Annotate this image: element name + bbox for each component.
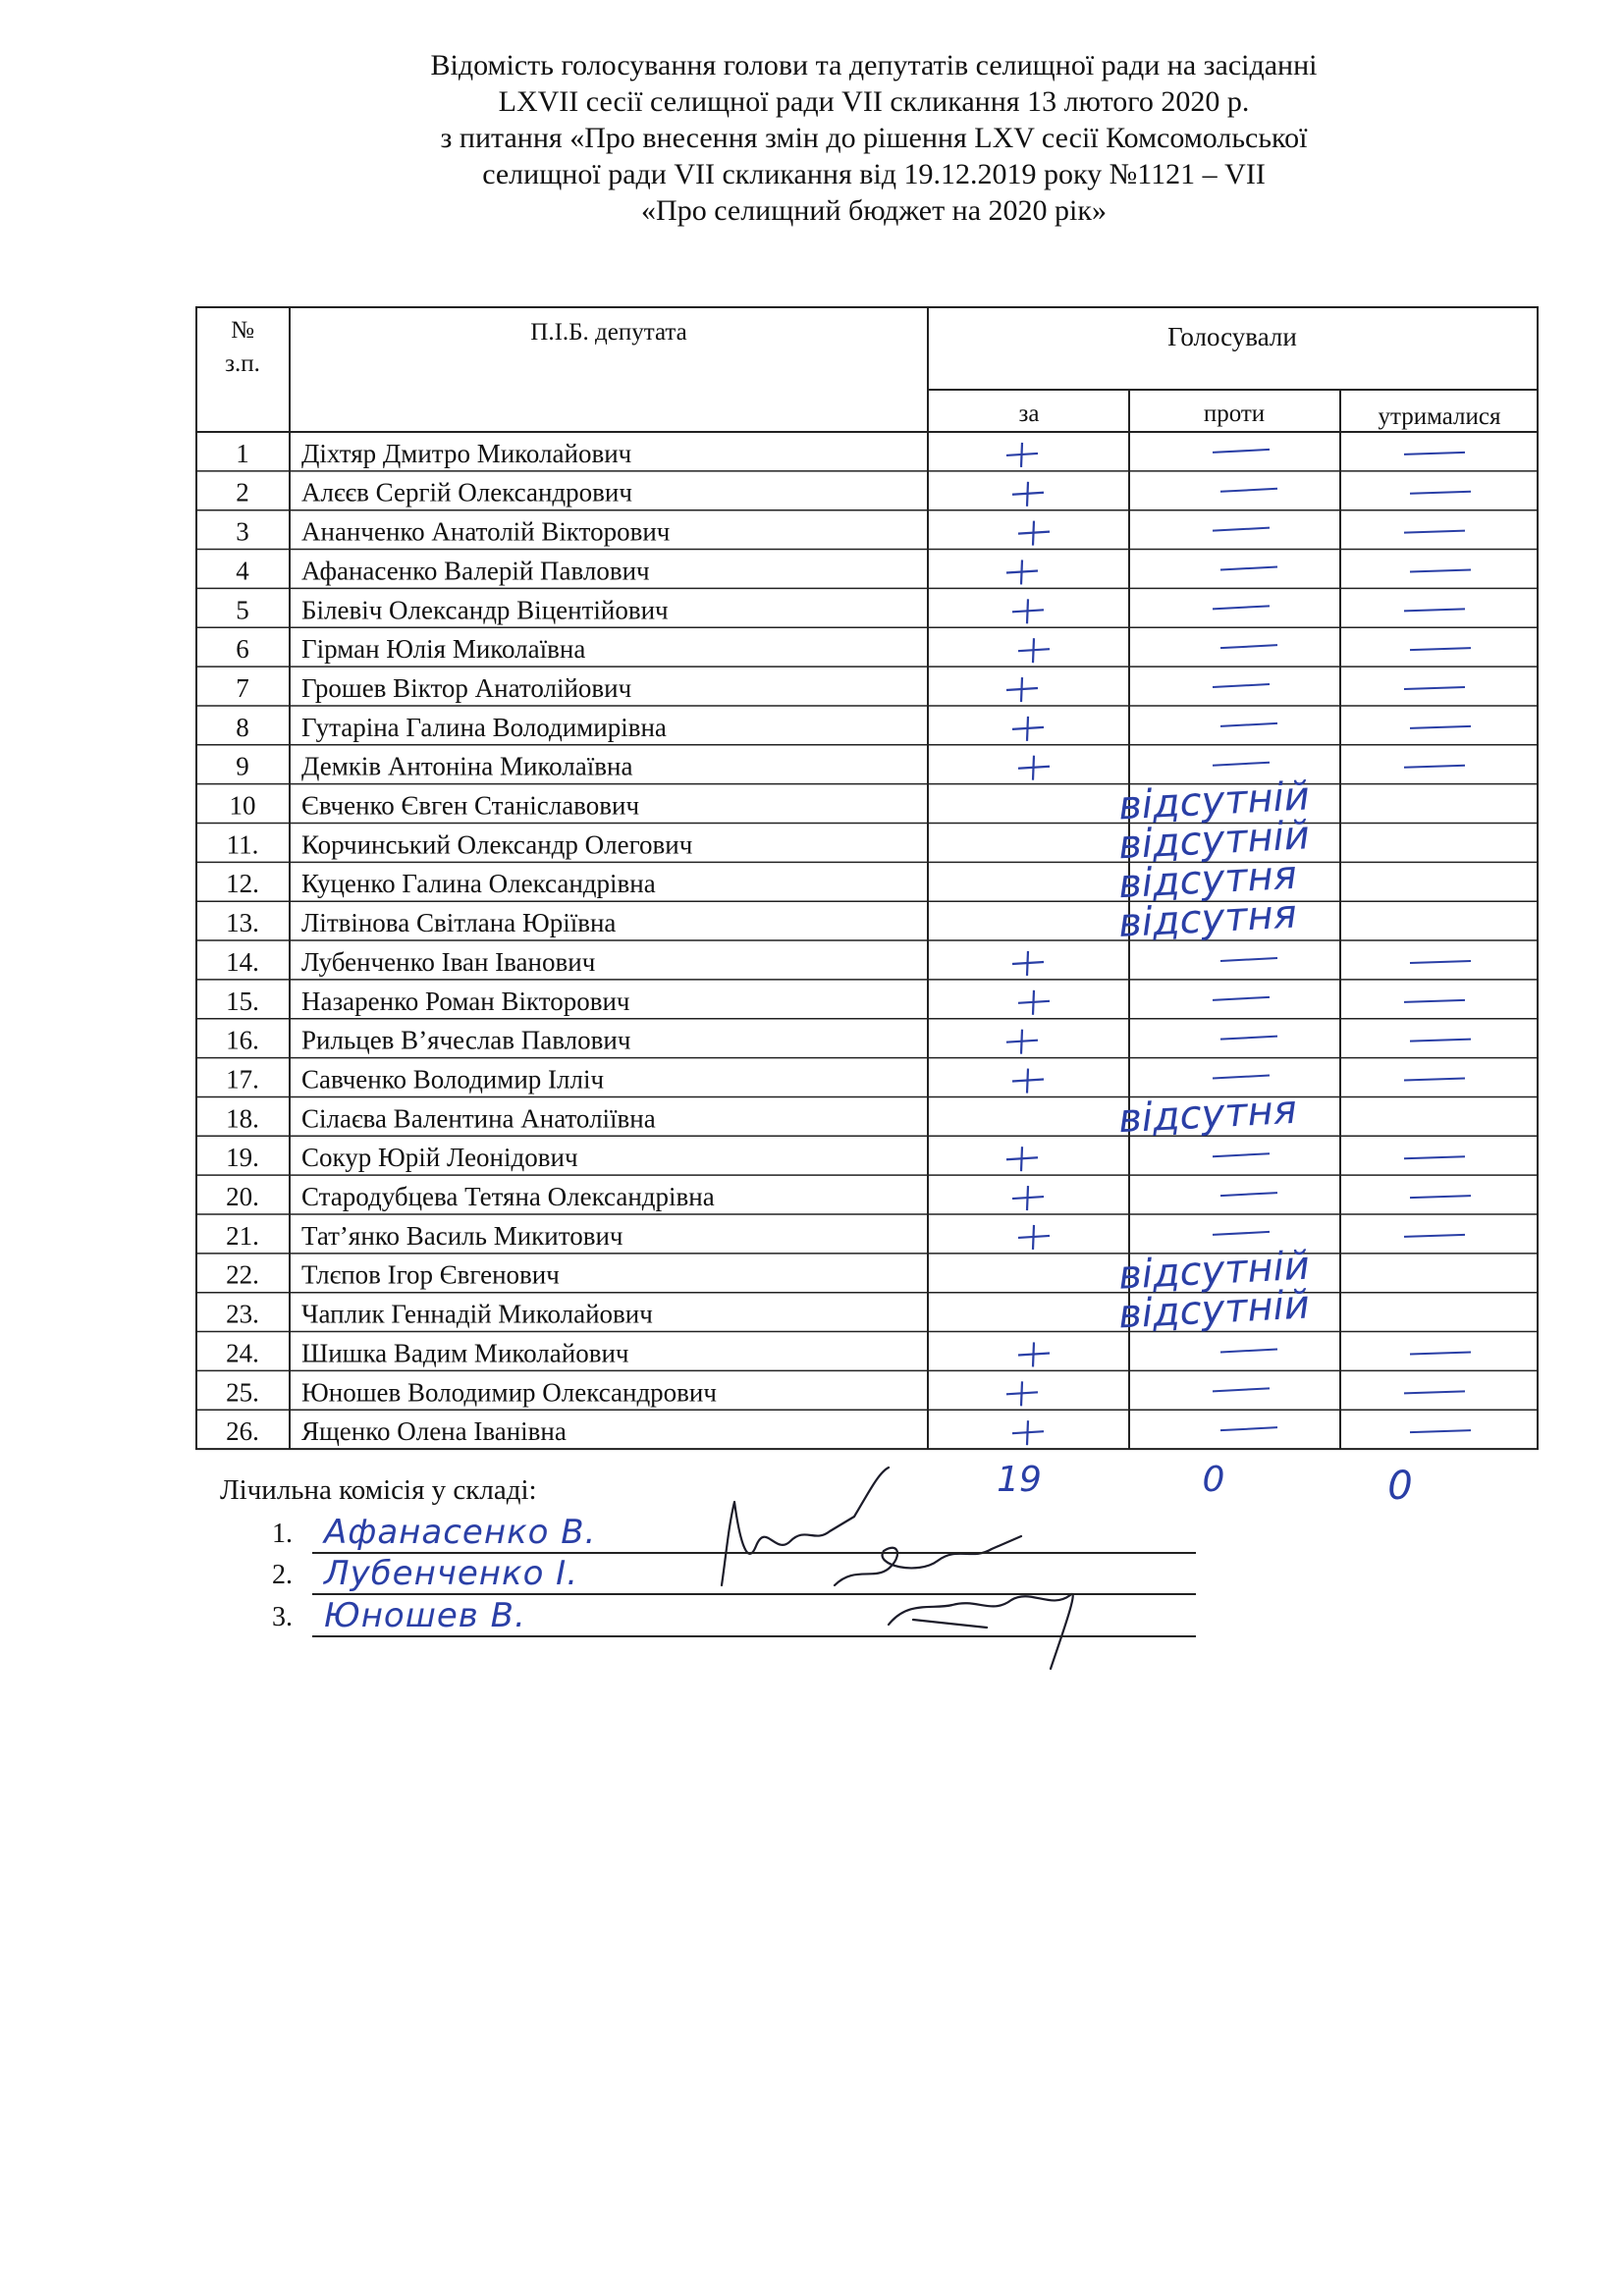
row-number: 18.	[226, 1103, 259, 1134]
vote-against-mark	[1213, 1153, 1270, 1156]
row-number: 10	[229, 790, 256, 821]
vote-abstained-mark	[1404, 766, 1465, 768]
deputy-name: Корчинський Олександр Олегович	[301, 829, 693, 860]
header-num-symbol: №	[231, 317, 254, 344]
deputy-name: Грошев Віктор Анатолійович	[301, 672, 632, 703]
vote-against-mark	[1220, 645, 1277, 648]
vote-against-mark	[1220, 566, 1277, 569]
row-number: 3	[236, 516, 249, 547]
vote-abstained-mark	[1410, 726, 1471, 728]
row-number: 15.	[226, 986, 259, 1016]
deputy-name: Стародубцева Тетяна Олександрівна	[301, 1182, 715, 1211]
signature-3	[889, 1594, 1073, 1669]
vote-for-mark	[1021, 1147, 1022, 1171]
vote-abstained-mark	[1410, 1196, 1471, 1198]
row-number: 4	[236, 556, 249, 586]
absent-note: відсутня	[1117, 1087, 1298, 1143]
header-against: проти	[1203, 400, 1266, 427]
vote-for-mark	[1021, 677, 1022, 702]
vote-for-mark	[1033, 1342, 1034, 1366]
absent-note: відсутній	[1117, 1282, 1311, 1338]
vote-abstained-mark	[1410, 648, 1471, 650]
commission-member-name: Афанасенко В.	[324, 1513, 597, 1552]
row-number: 12.	[226, 869, 259, 899]
signature-line	[312, 1635, 1196, 1637]
deputy-name: Ященко Олена Іванівна	[301, 1416, 567, 1447]
vote-abstained-mark	[1410, 1430, 1471, 1432]
signature-2	[835, 1536, 1021, 1585]
header-name: П.І.Б. депутата	[530, 319, 687, 346]
commission-label: Лічильна комісія у складі:	[220, 1474, 537, 1506]
commission-member-number: 1.	[272, 1519, 293, 1549]
vote-abstained-mark	[1404, 453, 1465, 454]
row-number: 24.	[226, 1338, 259, 1368]
deputy-name: Євченко Євген Станіславович	[301, 790, 640, 821]
vote-for-mark	[1021, 443, 1022, 467]
title-line-2: LXVII сесії селищної ради VII скликання 13 лютого 2020 р.	[498, 85, 1250, 118]
deputy-name: Тат’янко Василь Микитович	[301, 1220, 623, 1251]
vote-for-mark	[1027, 1069, 1028, 1094]
deputy-name: Сілаєва Валентина Анатоліївна	[301, 1103, 656, 1134]
vote-against-mark	[1220, 723, 1277, 726]
commission-member-name: Лубенченко І.	[324, 1554, 579, 1593]
deputy-name: Рильцев В’ячеслав Павлович	[301, 1025, 631, 1055]
vote-abstained-mark	[1404, 1156, 1465, 1158]
vote-abstained-mark	[1410, 961, 1471, 963]
deputy-name: Сокур Юрій Леонідович	[301, 1143, 578, 1173]
vote-abstained-mark	[1404, 687, 1465, 689]
vote-against-mark	[1220, 1193, 1277, 1196]
vote-abstained-mark	[1410, 492, 1471, 494]
deputy-name: Тлєпов Ігор Євгенович	[301, 1259, 560, 1290]
vote-for-mark	[1033, 638, 1034, 663]
vote-for-mark	[1027, 717, 1028, 741]
deputy-name: Діхтяр Дмитро Миколайович	[301, 438, 632, 468]
vote-against-mark	[1213, 1232, 1270, 1235]
row-number: 23.	[226, 1299, 259, 1329]
deputy-name: Гірман Юлія Миколаївна	[301, 634, 586, 665]
header-for: за	[1018, 400, 1040, 427]
vote-against-mark	[1220, 1349, 1277, 1352]
vote-for-mark	[1027, 599, 1028, 623]
total-for: 19	[997, 1460, 1042, 1501]
deputy-name: Афанасенко Валерій Павлович	[301, 556, 650, 586]
absent-note: відсутня	[1117, 852, 1298, 908]
vote-for-mark	[1021, 1030, 1022, 1054]
vote-against-mark	[1220, 1037, 1277, 1040]
row-number: 9	[236, 751, 249, 781]
commission-member-number: 3.	[272, 1602, 293, 1632]
row-number: 17.	[226, 1064, 259, 1095]
row-number: 8	[236, 712, 249, 742]
vote-against-mark	[1213, 997, 1270, 1000]
row-number: 1	[236, 438, 249, 468]
vote-for-mark	[1021, 1381, 1022, 1406]
vote-abstained-mark	[1404, 609, 1465, 611]
absent-note: відсутній	[1117, 813, 1311, 869]
vote-abstained-mark	[1404, 1391, 1465, 1393]
commission-member-number: 2.	[272, 1560, 293, 1590]
total-abstained: 0	[1387, 1464, 1413, 1510]
vote-for-mark	[1027, 1186, 1028, 1210]
vote-abstained-mark	[1410, 569, 1471, 571]
signature-1	[722, 1468, 889, 1585]
row-number: 25.	[226, 1377, 259, 1408]
vote-for-mark	[1027, 951, 1028, 976]
title-line-4: селищної ради VII скликання від 19.12.2019 року №1121 – VII	[482, 158, 1266, 190]
vote-against-mark	[1213, 763, 1270, 766]
row-number: 19.	[226, 1143, 259, 1173]
row-number: 5	[236, 595, 249, 625]
deputy-name: Демків Антоніна Миколаївна	[301, 751, 633, 781]
deputy-name: Білевіч Олександр Віцентійович	[301, 595, 669, 625]
row-number: 7	[236, 672, 249, 703]
deputy-name: Юношев Володимир Олександрович	[301, 1377, 717, 1408]
row-number: 16.	[226, 1025, 259, 1055]
vote-abstained-mark	[1410, 1040, 1471, 1041]
deputy-name: Савченко Володимир Ілліч	[301, 1064, 605, 1095]
row-number: 20.	[226, 1182, 259, 1211]
row-number: 2	[236, 477, 249, 507]
vote-abstained-mark	[1404, 1000, 1465, 1002]
vote-against-mark	[1213, 1076, 1270, 1079]
title-line-5: «Про селищний бюджет на 2020 рік»	[641, 194, 1107, 227]
vote-abstained-mark	[1404, 531, 1465, 533]
vote-against-mark	[1220, 1427, 1277, 1430]
row-number: 22.	[226, 1259, 259, 1290]
vote-for-mark	[1021, 560, 1022, 584]
total-against: 0	[1202, 1460, 1225, 1501]
deputy-name: Лубенченко Іван Іванович	[301, 946, 596, 977]
row-number: 13.	[226, 908, 259, 938]
vote-abstained-mark	[1404, 1235, 1465, 1237]
row-number: 21.	[226, 1220, 259, 1251]
vote-for-mark	[1033, 1225, 1034, 1250]
deputy-name: Шишка Вадим Миколайович	[301, 1338, 629, 1368]
vote-for-mark	[1027, 482, 1028, 507]
vote-against-mark	[1220, 958, 1277, 961]
vote-for-mark	[1033, 756, 1034, 780]
vote-for-mark	[1033, 990, 1034, 1015]
row-number: 6	[236, 634, 249, 665]
vote-abstained-mark	[1410, 1352, 1471, 1354]
commission-member-name: Юношев В.	[324, 1596, 526, 1635]
absent-note: відсутній	[1117, 774, 1311, 829]
deputy-name: Чаплик Геннадій Миколайович	[301, 1299, 653, 1329]
deputy-name: Гутаріна Галина Володимирівна	[301, 712, 667, 742]
header-voted: Голосували	[1167, 322, 1297, 351]
vote-against-mark	[1213, 684, 1270, 687]
header-abstained: утрималися	[1378, 403, 1501, 430]
vote-against-mark	[1220, 489, 1277, 492]
vote-abstained-mark	[1404, 1079, 1465, 1081]
vote-against-mark	[1213, 528, 1270, 531]
deputy-name: Ананченко Анатолій Вікторович	[301, 516, 671, 547]
absent-note: відсутня	[1117, 891, 1298, 947]
deputy-name: Назаренко Роман Вікторович	[301, 986, 630, 1016]
title-line-1: Відомість голосування голови та депутатів селищної ради на засіданні	[430, 49, 1318, 81]
deputy-name: Куценко Галина Олександрівна	[301, 869, 656, 899]
vote-for-mark	[1033, 521, 1034, 546]
title-line-3: з питання «Про внесення змін до рішення LXV сесії Комсомольської	[440, 122, 1308, 154]
deputy-name: Літвінова Світлана Юріївна	[301, 908, 617, 938]
absent-note: відсутній	[1117, 1243, 1311, 1299]
vote-for-mark	[1027, 1420, 1028, 1445]
row-number: 14.	[226, 946, 259, 977]
vote-against-mark	[1213, 450, 1270, 453]
row-number: 11.	[226, 829, 259, 860]
signature-line	[312, 1593, 1196, 1595]
header-num-abbr: з.п.	[225, 350, 260, 377]
vote-against-mark	[1213, 1388, 1270, 1391]
deputy-name: Алєєв Сергій Олександрович	[301, 477, 632, 507]
row-number: 26.	[226, 1416, 259, 1447]
vote-against-mark	[1213, 606, 1270, 609]
